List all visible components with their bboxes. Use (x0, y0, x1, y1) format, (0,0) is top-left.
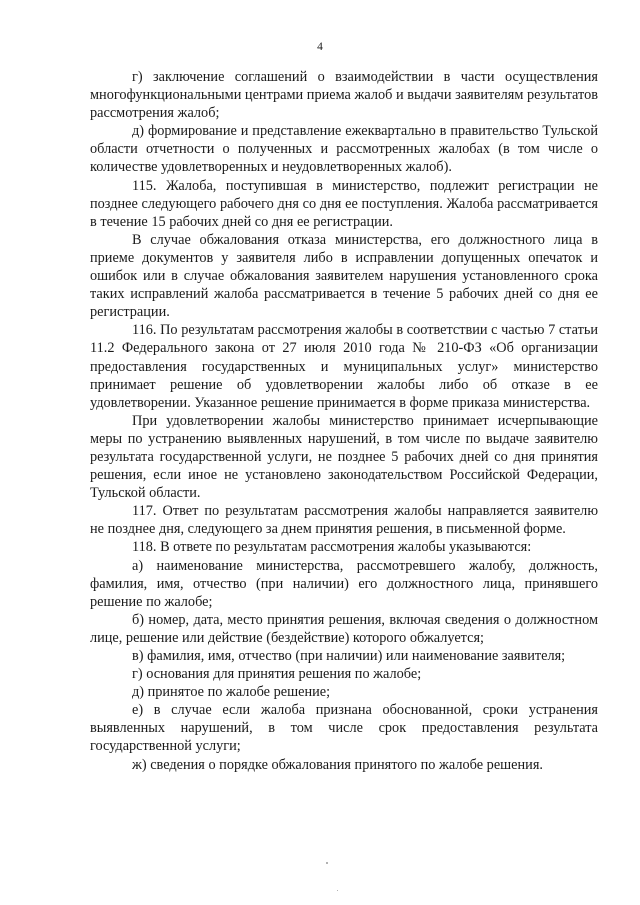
list-item-a: а) наименование министерства, рассмотревшего жалобу, должность, фамилия, имя, отчество (при наличии) его должностного лица, принявшего решение по жалобе; (90, 557, 598, 610)
paragraph-116-satisfaction: При удовлетворении жалобы министерство принимает исчерпывающие меры по устранению выявленных нарушений, в том числе по выдаче заявителю результата государственной услуги, не позднее 5 рабочих дней со дня принятия решения, если иное не установлено законодательством Российской Федерации, Тульской области. (90, 412, 598, 502)
paragraph-g-agreements: г) заключение соглашений о взаимодействии в части осуществления многофункциональными центрами приема жалоб и выдачи заявителям результатов рассмотрения жалоб; (90, 69, 598, 122)
paragraph-115: 115. Жалоба, поступившая в министерство, подлежит регистрации не позднее следующего рабочего дня со дня ее поступления. Жалоба рассматривается в течение 15 рабочих дней со дня ее регистрации. (90, 177, 598, 230)
scan-speck (337, 890, 338, 891)
list-item-g: г) основания для принятия решения по жалобе; (132, 666, 422, 683)
list-item-d: д) принятое по жалобе решение; (132, 684, 331, 701)
paragraph-116: 116. По результатам рассмотрения жалобы в соответствии с частью 7 статьи 11.2 Федерального закона от 27 июля 2010 года № 210-ФЗ «Об организации предоставления государственных и муниципальных услуг» министерство принимает решение об удовлетворении жалобы либо об отказе в ее удовлетворении. Указанное решение принимается в форме приказа министерства. (90, 322, 598, 411)
list-item-b: б) номер, дата, место принятия решения, включая сведения о должностном лице, решение или действие (бездействие) которого обжалуется; (90, 611, 598, 646)
page-number: 4 (317, 41, 323, 53)
paragraph-118: 118. В ответе по результатам рассмотрения жалобы указываются: (132, 539, 532, 556)
list-item-e: е) в случае если жалоба признана обоснованной, сроки устранения выявленных нарушений, в том числе срок предоставления результата государственной услуги; (90, 702, 598, 755)
paragraph-d-reporting: д) формирование и представление ежеквартально в правительство Тульской области отчетности о полученных и рассмотренных жалобах (в том числе о количестве удовлетворенных и неудовлетворенных жалоб). (90, 123, 598, 176)
list-item-v: в) фамилия, имя, отчество (при наличии) или наименование заявителя; (132, 648, 566, 664)
document-body (90, 68, 598, 774)
list-item-zh: ж) сведения о порядке обжалования принятого по жалобе решения. (132, 756, 543, 773)
paragraph-117: 117. Ответ по результатам рассмотрения жалобы направляется заявителю не позднее дня, следующего за днем принятия решения, в письменной форме. (90, 503, 598, 538)
scan-speck (326, 862, 328, 864)
paragraph-115-refusal: В случае обжалования отказа министерства, его должностного лица в приеме документов у заявителя либо в исправлении допущенных опечаток и ошибок или в случае обжалования заявителем нарушения установленного срока таких исправлений жалоба рассматривается в течение 5 рабочих дней со дня ее регистрации. (90, 231, 598, 321)
